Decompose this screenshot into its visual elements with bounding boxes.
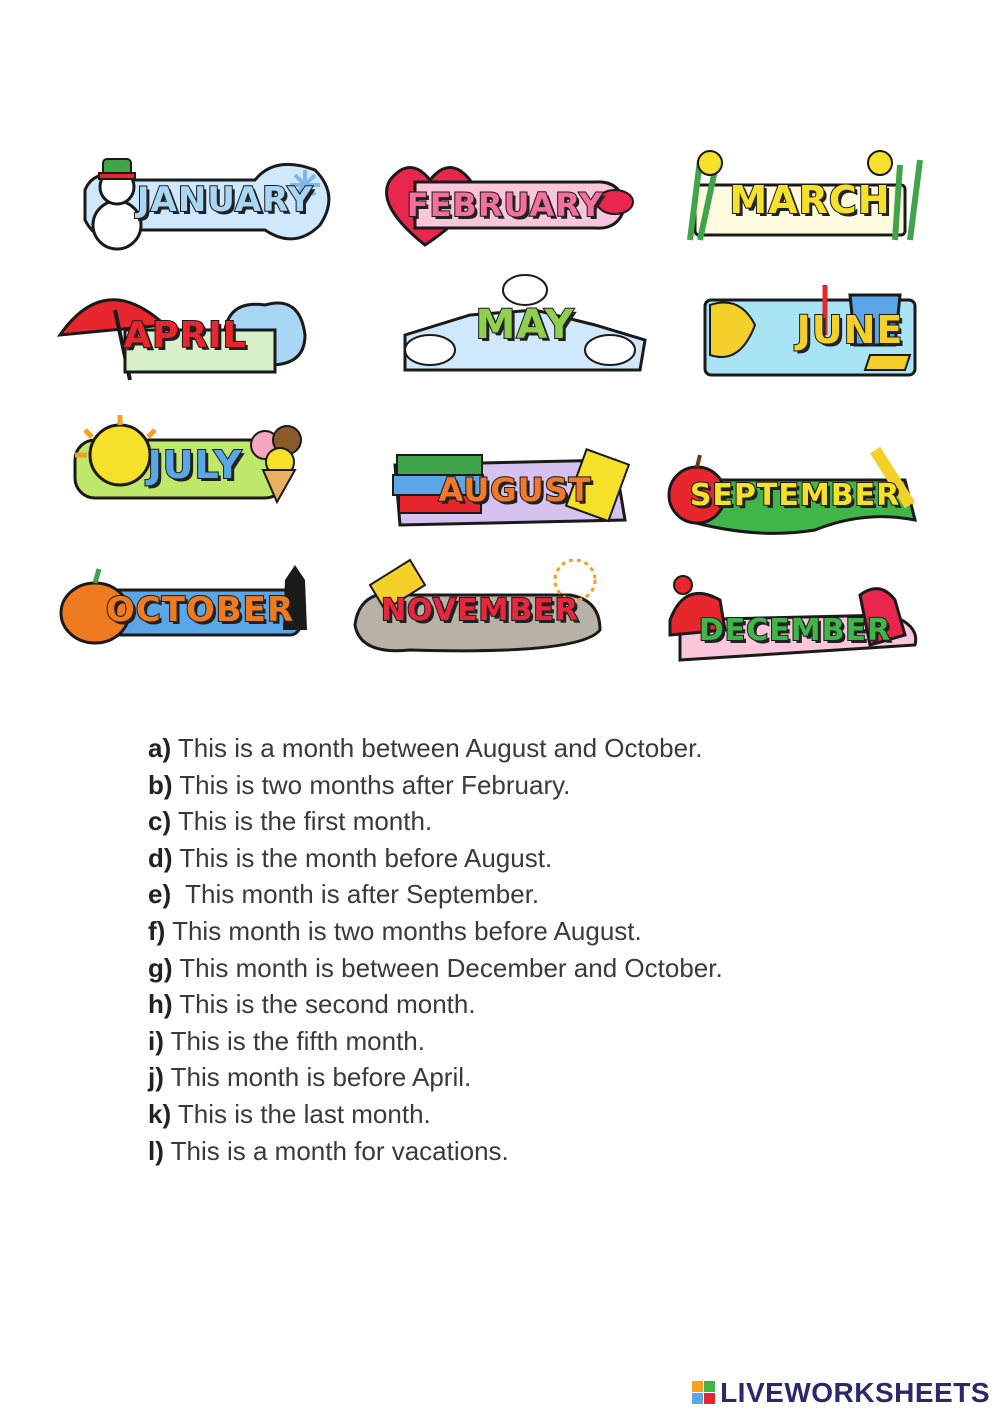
month-june xyxy=(700,275,960,385)
question-i xyxy=(148,1023,908,1060)
question-text: This is a month for vacations. xyxy=(163,1135,509,1166)
month-label: FEBRUARY xyxy=(406,186,604,224)
question-text: This is the first month. xyxy=(171,806,433,837)
month-label: APRIL xyxy=(123,314,247,356)
logo-icon xyxy=(692,1381,716,1405)
month-july xyxy=(65,410,325,520)
question-text: This is the month before August. xyxy=(172,842,553,873)
month-may xyxy=(395,270,655,380)
question-letter: h) xyxy=(148,989,173,1020)
question-letter: c) xyxy=(148,806,172,837)
month-label: JULY xyxy=(147,443,243,487)
month-september xyxy=(665,440,925,550)
question-g xyxy=(148,950,908,987)
month-label: DECEMBER xyxy=(698,612,892,648)
month-february xyxy=(375,150,635,260)
month-january xyxy=(75,145,335,255)
month-october xyxy=(55,555,315,665)
month-label: MAY xyxy=(475,302,575,348)
question-letter: l) xyxy=(148,1135,164,1166)
brand-name: LIVEWORKSHEETS xyxy=(720,1377,990,1408)
question-text: This is two months after February. xyxy=(172,769,571,800)
question-k xyxy=(148,1096,908,1133)
question-h xyxy=(148,986,908,1023)
question-letter: i) xyxy=(148,1025,164,1056)
month-label: AUGUST xyxy=(438,471,592,509)
month-label: SEPTEMBER xyxy=(689,477,901,513)
question-letter: d) xyxy=(148,842,173,873)
question-letter: e) xyxy=(148,879,172,910)
month-august xyxy=(385,435,645,545)
question-a xyxy=(148,730,908,767)
month-november xyxy=(350,555,610,665)
question-f xyxy=(148,913,908,950)
question-j xyxy=(148,1059,908,1096)
question-letter: k) xyxy=(148,1098,172,1129)
question-text: This is the fifth month. xyxy=(163,1025,425,1056)
question-b xyxy=(148,767,908,804)
month-label: NOVEMBER xyxy=(381,592,579,628)
question-text: This month is before April. xyxy=(163,1062,472,1093)
question-letter: b) xyxy=(148,769,173,800)
month-label: OCTOBER xyxy=(105,590,295,630)
question-letter: f) xyxy=(148,915,166,946)
month-april xyxy=(55,280,315,390)
question-text: This month is two months before August. xyxy=(165,915,642,946)
month-label: JANUARY xyxy=(136,180,314,220)
question-letter: a) xyxy=(148,733,172,763)
question-text: This is a month between August and October. xyxy=(171,733,703,763)
question-text: This is the second month. xyxy=(172,989,476,1020)
question-d xyxy=(148,840,908,877)
question-letter: g) xyxy=(148,952,173,983)
question-text: This is the last month. xyxy=(171,1098,431,1129)
month-label: MARCH xyxy=(729,178,891,222)
question-text: This month is after September. xyxy=(171,879,540,910)
question-c xyxy=(148,803,908,840)
question-letter: j) xyxy=(148,1062,164,1093)
question-text: This month is between December and October. xyxy=(172,952,723,983)
liveworksheets-logo[interactable] xyxy=(692,1378,990,1408)
month-label: JUNE xyxy=(796,308,904,352)
question-l xyxy=(148,1133,908,1170)
question-e xyxy=(148,876,908,913)
questions-list xyxy=(148,730,908,1169)
month-march xyxy=(680,145,940,255)
month-december xyxy=(665,575,925,685)
